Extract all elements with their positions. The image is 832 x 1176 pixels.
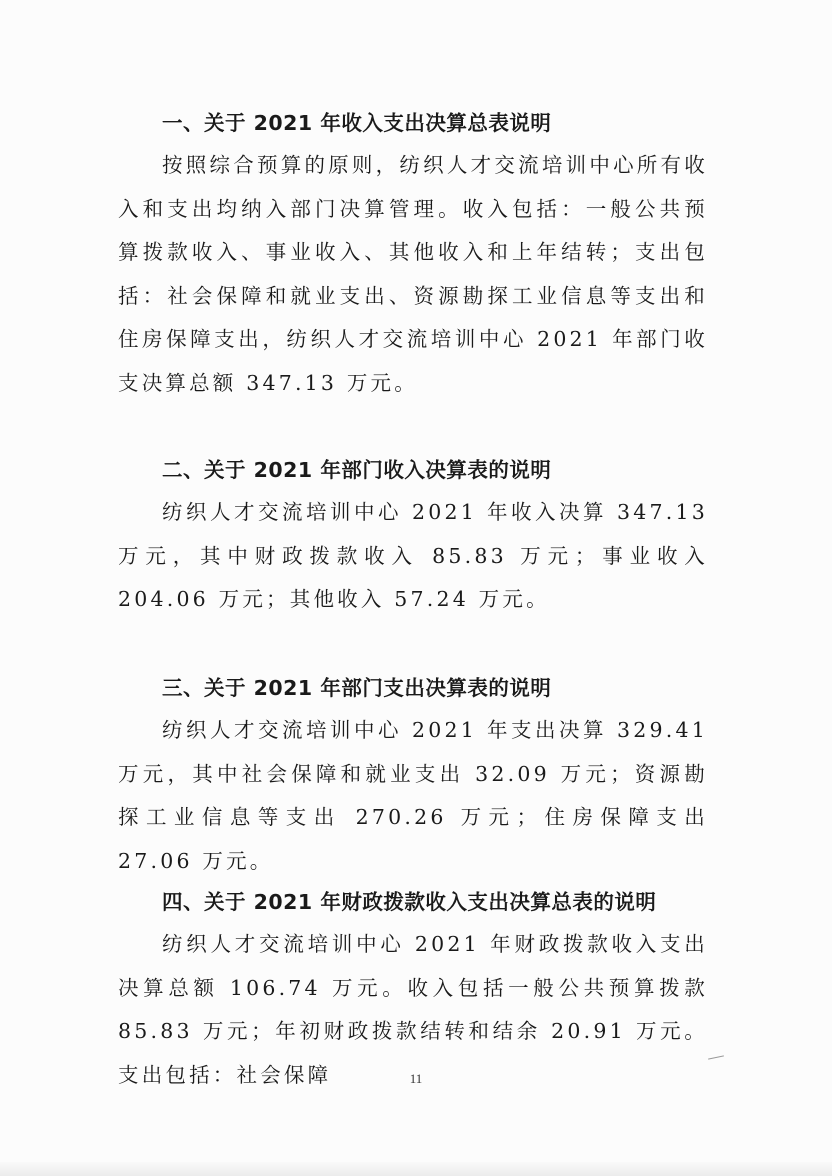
scan-artifact	[708, 1055, 724, 1059]
page-bottom-edge	[0, 1162, 832, 1176]
section-heading: 三、关于 2021 年部门支出决算表的说明	[162, 676, 552, 700]
section-heading: 四、关于 2021 年财政拨款收入支出决算总表的说明	[162, 890, 657, 914]
section-heading: 二、关于 2021 年部门收入决算表的说明	[162, 458, 552, 482]
section-fiscal-appropriation-summary	[118, 884, 708, 1097]
section-paragraph: 纺织人才交流培训中心 2021 年收入决算 347.13 万元，其中财政拨款收入 85.83 万元；事业收入 204.06 万元；其他收入 57.24 万元。	[118, 500, 709, 611]
section-income-expenditure-summary	[118, 105, 708, 405]
page-number: 11	[409, 1071, 423, 1086]
section-department-expenditure	[118, 670, 708, 883]
section-heading: 一、关于 2021 年收入支出决算总表说明	[162, 111, 552, 135]
section-paragraph: 按照综合预算的原则，纺织人才交流培训中心所有收入和支出均纳入部门决算管理。收入包括：一般公共预算拨款收入、事业收入、其他收入和上年结转；支出包括：社会保障和就业支出、资源勘探工业信息等支出和住房保障支出，纺织人才交流培训中心 2021 年部门收支决算总额 347.13 万元。	[118, 153, 708, 395]
section-paragraph: 纺织人才交流培训中心 2021 年支出决算 329.41 万元，其中社会保障和就业支出 32.09 万元；资源勘探工业信息等支出 270.26 万元；住房保障支出 27.06 万元。	[118, 718, 708, 873]
section-department-income	[118, 452, 708, 622]
section-paragraph: 纺织人才交流培训中心 2021 年财政拨款收入支出决算总额 106.74 万元。收入包括一般公共预算拨款 85.83 万元；年初财政拨款结转和结余 20.91 万元。支出包括：社会保障	[118, 932, 708, 1087]
